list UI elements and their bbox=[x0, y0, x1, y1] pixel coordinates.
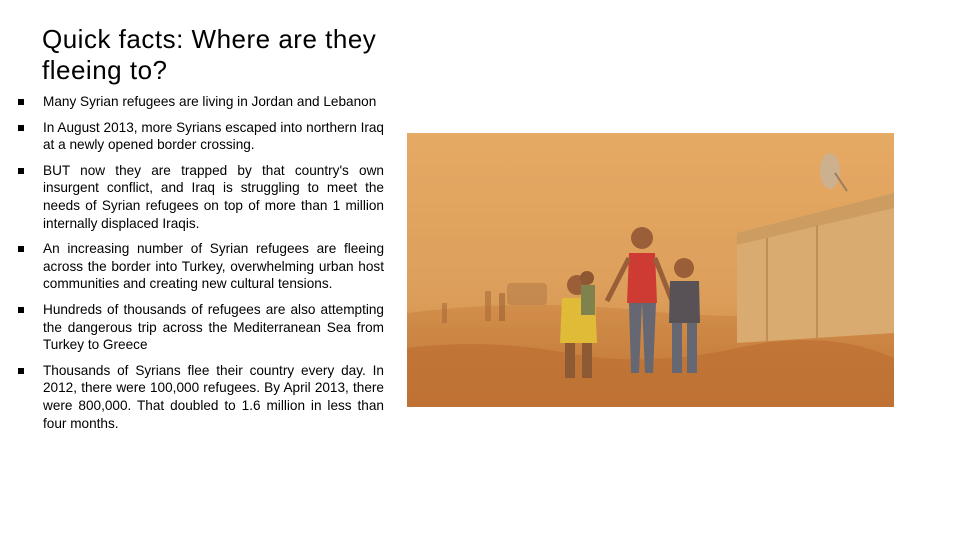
square-bullet-icon bbox=[18, 246, 24, 252]
bullet-list bbox=[18, 93, 384, 440]
dust-haze bbox=[407, 133, 894, 407]
bullet-item bbox=[18, 362, 384, 432]
bullet-text: An increasing number of Syrian refugees are fleeing across the border into Turkey, overwhelming urban host communities and creating new cultural tensions. bbox=[43, 241, 384, 292]
square-bullet-icon bbox=[18, 368, 24, 374]
bullet-item bbox=[18, 119, 384, 154]
bullet-item bbox=[18, 301, 384, 354]
slide-title: Quick facts: Where are they fleeing to? bbox=[42, 24, 377, 85]
refugee-camp-illustration bbox=[407, 133, 894, 407]
bullet-item bbox=[18, 93, 384, 111]
square-bullet-icon bbox=[18, 99, 24, 105]
bullet-text: In August 2013, more Syrians escaped into northern Iraq at a newly opened border crossing. bbox=[43, 119, 384, 153]
bullet-item bbox=[18, 240, 384, 293]
square-bullet-icon bbox=[18, 168, 24, 174]
refugee-camp-photo bbox=[407, 133, 894, 407]
bullet-text: Hundreds of thousands of refugees are also attempting the dangerous trip across the Mediterranean Sea from Turkey to Greece bbox=[43, 301, 384, 353]
bullet-text: Thousands of Syrians flee their country every day. In 2012, there were 100,000 refugees. By April 2013, there were 800,000. That doubled to 1.6 million in less than four months. bbox=[43, 362, 384, 431]
square-bullet-icon bbox=[18, 125, 24, 131]
bullet-item bbox=[18, 162, 384, 232]
bullet-text: BUT now they are trapped by that country's own insurgent conflict, and Iraq is struggling to meet the needs of Syrian refugees on top of more than 1 million internally displaced Iraqis. bbox=[43, 162, 384, 231]
bullet-text: Many Syrian refugees are living in Jordan and Lebanon bbox=[43, 94, 377, 109]
square-bullet-icon bbox=[18, 307, 24, 313]
